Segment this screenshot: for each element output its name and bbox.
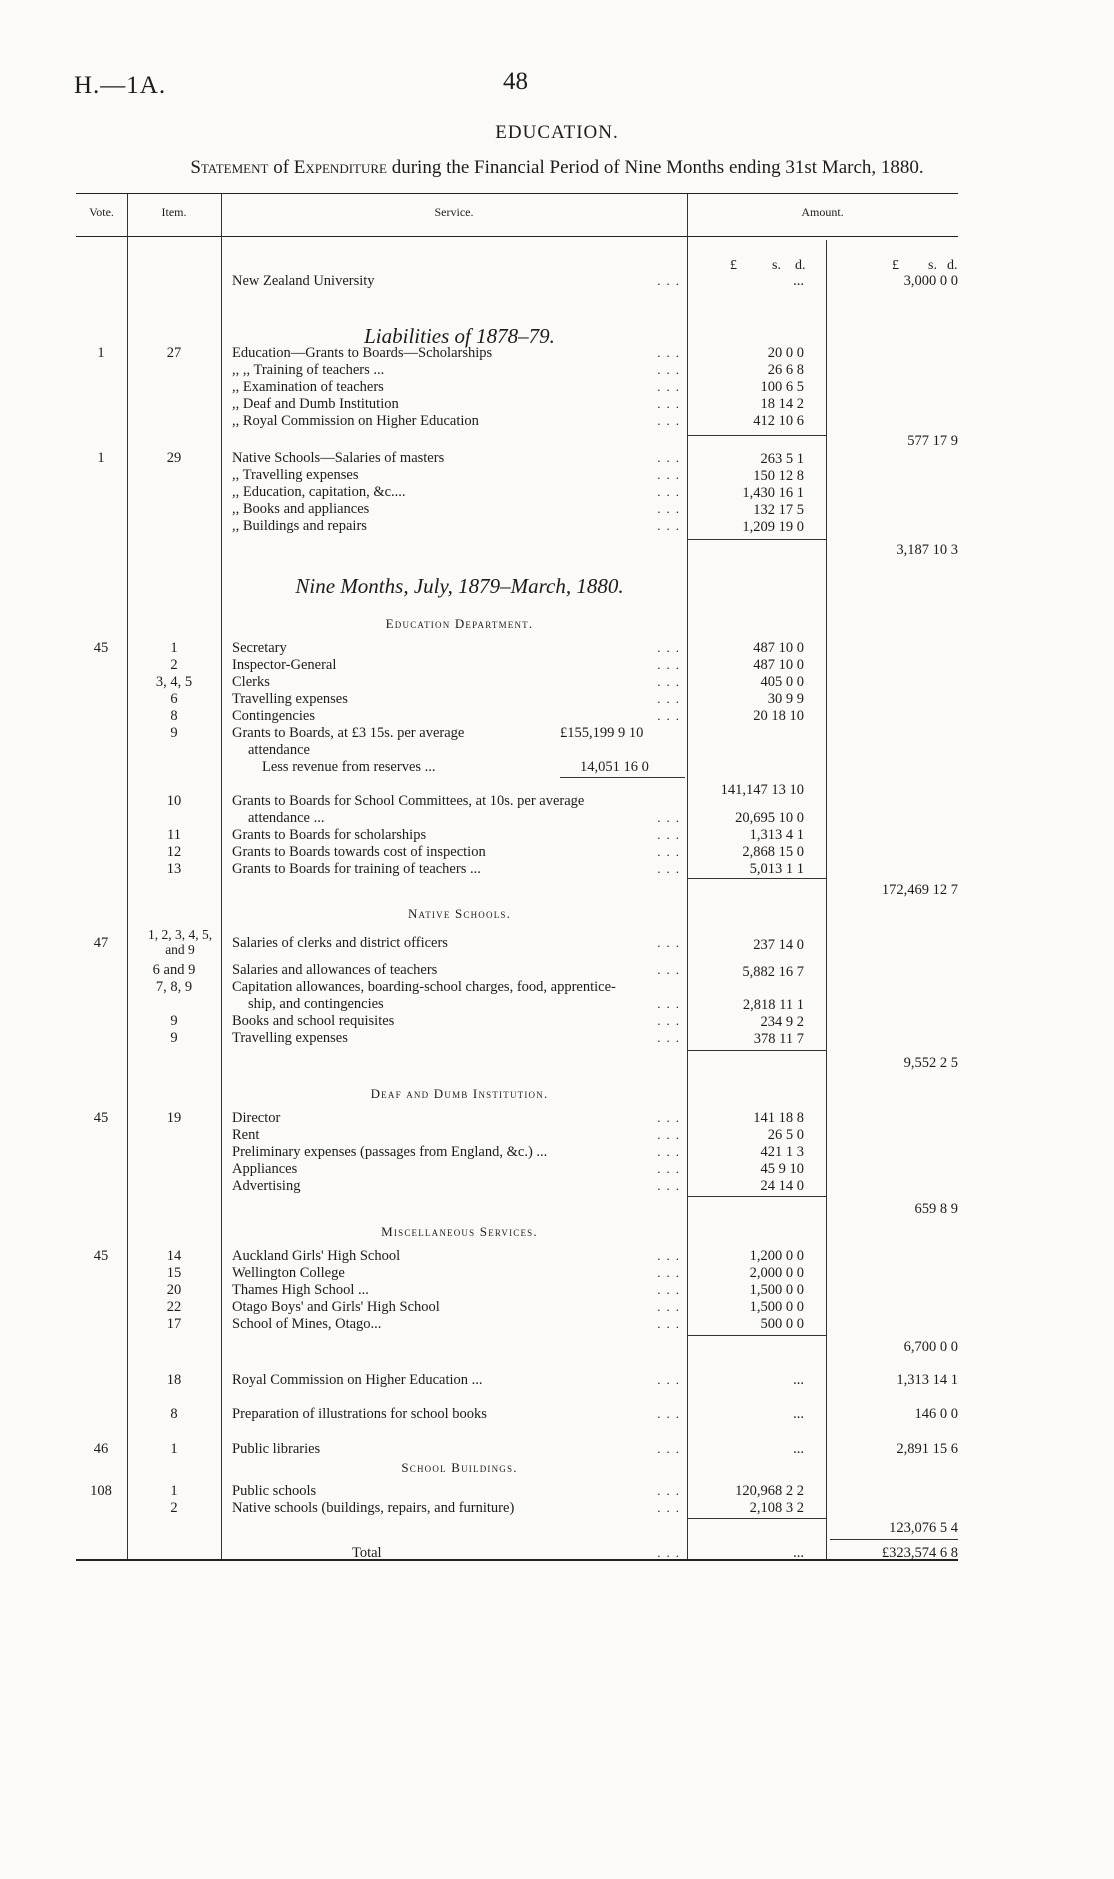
grants-net: 141,147 13 10 <box>720 782 804 798</box>
leader: ... <box>657 827 685 842</box>
leader: ... <box>657 1110 685 1125</box>
service-row: ,, Books and appliances <box>232 501 370 517</box>
item-number: 14 <box>166 1248 182 1264</box>
item-number: 10 <box>166 793 182 809</box>
item-number: 9 <box>170 725 178 741</box>
service-row: ,, Deaf and Dumb Institution <box>232 396 399 412</box>
leader: ... <box>657 467 685 482</box>
item-number: 9 <box>170 1030 178 1046</box>
university-label: New Zealand University <box>232 273 375 289</box>
service-row: Advertising <box>232 1178 301 1194</box>
leader: ... <box>657 1178 685 1193</box>
amount: 500 0 0 <box>760 1316 804 1332</box>
col-amount: Amount. <box>801 205 844 219</box>
amount: 150 12 8 <box>753 468 804 484</box>
leader: ... <box>657 1127 685 1142</box>
vote-number: 45 <box>93 640 109 656</box>
service-row: Auckland Girls' High School <box>232 1248 401 1264</box>
leader: ... <box>657 810 685 825</box>
pound-header-2: £ <box>892 258 899 273</box>
amount: 100 6 5 <box>760 379 804 395</box>
leader: ... <box>657 362 685 377</box>
leader: ... <box>657 844 685 859</box>
service-row: School of Mines, Otago... <box>232 1316 382 1332</box>
service-row: Inspector-General <box>232 657 337 673</box>
service-row: ,, Royal Commission on Higher Education <box>232 413 479 429</box>
leader: ... <box>657 1372 685 1387</box>
service-row: Travelling expenses <box>232 1030 348 1046</box>
less-revenue-amount: 14,051 16 0 <box>580 759 649 775</box>
section-title: Deaf and Dumb Institution. <box>370 1086 549 1101</box>
item-number: 6 <box>170 691 178 707</box>
amount: 1,430 16 1 <box>742 485 804 501</box>
amount: 2,868 15 0 <box>742 844 804 860</box>
header-bottom-rule <box>76 236 958 237</box>
leader: ... <box>657 1299 685 1314</box>
service-row: Clerks <box>232 674 270 690</box>
amount: 141 18 8 <box>753 1110 804 1126</box>
deduction-rule <box>560 777 685 778</box>
leader: ... <box>657 1161 685 1176</box>
service-row: Grants to Boards towards cost of inspection <box>232 844 486 860</box>
university-amount-1: ... <box>793 273 804 289</box>
service-row: Salaries of clerks and district officers <box>232 935 448 951</box>
subtotal-rule <box>688 878 826 879</box>
less-revenue-label: Less revenue from reserves ... <box>262 759 436 775</box>
col-item: Item. <box>161 205 187 219</box>
service-row: Grants to Boards for scholarships <box>232 827 427 843</box>
leader: ... <box>657 1441 685 1456</box>
service-row: Contingencies <box>232 708 315 724</box>
leader: ... <box>657 1248 685 1263</box>
service-row: Wellington College <box>232 1265 345 1281</box>
single-amount-1: ... <box>793 1441 804 1457</box>
item-number: 1 <box>170 1483 178 1499</box>
leader: ... <box>657 518 685 533</box>
shilling-header-2: s. <box>928 258 937 273</box>
service-row: Otago Boys' and Girls' High School <box>232 1299 440 1315</box>
leader: ... <box>657 657 685 672</box>
item-number: 19 <box>166 1110 182 1126</box>
subtotal-rule <box>688 539 826 540</box>
leader: ... <box>657 1282 685 1297</box>
leader: ... <box>657 413 685 428</box>
subtotal-rule <box>688 435 826 436</box>
service-row: Salaries and allowances of teachers <box>232 962 438 978</box>
leader: ... <box>657 501 685 516</box>
service-row: Thames High School ... <box>232 1282 369 1298</box>
service-row: Public libraries <box>232 1441 321 1457</box>
leader: ... <box>657 273 685 288</box>
item-number: 13 <box>166 861 182 877</box>
item-number: 1, 2, 3, 4, 5, and 9 <box>147 927 213 957</box>
amount: 18 14 2 <box>760 396 804 412</box>
service-row: Preparation of illustrations for school books <box>232 1406 487 1422</box>
leader: ... <box>657 1265 685 1280</box>
item-number: 27 <box>166 345 182 361</box>
service-row: Grants to Boards for School Committees, at 10s. per average <box>232 793 585 809</box>
group-total: 9,552 2 5 <box>903 1055 958 1071</box>
leader: ... <box>657 450 685 465</box>
leader: ... <box>657 1500 685 1515</box>
amount: 24 14 0 <box>760 1178 804 1194</box>
amount: 1,313 4 1 <box>749 827 804 843</box>
service-row-continuation: ship, and contingencies <box>248 996 384 1012</box>
amount: 26 5 0 <box>767 1127 804 1143</box>
pence-header-2: d. <box>947 258 958 273</box>
amount: 20 0 0 <box>767 345 804 361</box>
subtotal-rule <box>688 1335 826 1336</box>
item-number: 17 <box>166 1316 182 1332</box>
leader: ... <box>657 962 685 977</box>
service-row: Rent <box>232 1127 260 1143</box>
item-number: 9 <box>170 1013 178 1029</box>
leader: ... <box>657 1406 685 1421</box>
amount: 2,818 11 1 <box>742 997 804 1013</box>
amount: 20 18 10 <box>753 708 804 724</box>
amount: 20,695 10 0 <box>735 810 804 826</box>
page-heading: EDUCATION. <box>495 122 619 143</box>
service-row: Preliminary expenses (passages from England, &c.) ... <box>232 1144 548 1160</box>
leader: ... <box>657 1030 685 1045</box>
vote-number: 1 <box>97 345 105 361</box>
amount: 45 9 10 <box>760 1161 804 1177</box>
amount: 487 10 0 <box>753 640 804 656</box>
item-number: 15 <box>166 1265 182 1281</box>
amount: 1,500 0 0 <box>749 1282 804 1298</box>
amount: 120,968 2 2 <box>735 1483 804 1499</box>
col-service: Service. <box>434 205 474 219</box>
service-row: ,, ,, Training of teachers ... <box>232 362 385 378</box>
item-divider <box>221 194 222 1559</box>
service-row-continuation: attendance <box>248 742 310 758</box>
leader: ... <box>657 691 685 706</box>
amount: 1,200 0 0 <box>749 1248 804 1264</box>
item-number: 29 <box>166 450 182 466</box>
amount: 30 9 9 <box>767 691 804 707</box>
group-total: 577 17 9 <box>907 433 958 449</box>
amount: 2,108 3 2 <box>749 1500 804 1516</box>
group-total: 172,469 12 7 <box>881 882 958 898</box>
group-total: 659 8 9 <box>914 1201 958 1217</box>
vote-number: 47 <box>93 935 109 951</box>
total-rule <box>830 1539 958 1540</box>
liabilities-title: Liabilities of 1878–79. <box>364 324 555 348</box>
single-amount-2: 2,891 15 6 <box>896 1441 958 1457</box>
amount: 1,209 19 0 <box>742 519 804 535</box>
leader: ... <box>657 708 685 723</box>
service-row-continuation: attendance ... <box>248 810 325 826</box>
leader: ... <box>657 935 685 950</box>
nine-months-title: Nine Months, July, 1879–March, 1880. <box>295 574 624 598</box>
item-number: 18 <box>166 1372 182 1388</box>
item-number: 8 <box>170 708 178 724</box>
leader: ... <box>657 1013 685 1028</box>
amount: 132 17 5 <box>753 502 804 518</box>
grand-total-label: Total <box>352 1545 382 1561</box>
amount-divider <box>826 240 827 1559</box>
grand-total-amount-2: £323,574 6 8 <box>881 1545 958 1561</box>
service-row: ,, Education, capitation, &c.... <box>232 484 406 500</box>
vote-number: 45 <box>93 1110 109 1126</box>
leader: ... <box>657 1483 685 1498</box>
item-number: 2 <box>170 657 178 673</box>
subtotal-rule <box>688 1196 826 1197</box>
amount: 5,013 1 1 <box>749 861 804 877</box>
amount: 1,500 0 0 <box>749 1299 804 1315</box>
amount: 237 14 0 <box>753 937 804 953</box>
table-top-rule <box>76 193 958 194</box>
single-amount-1: ... <box>793 1372 804 1388</box>
section-title: Native Schools. <box>407 906 512 921</box>
document-id: H.—1A. <box>74 72 167 99</box>
item-number: 20 <box>166 1282 182 1298</box>
section-title: Miscellaneous Services. <box>381 1224 538 1239</box>
grand-total-amount-1: ... <box>793 1545 804 1561</box>
grants-gross: £155,199 9 10 <box>560 725 644 741</box>
vote-number: 108 <box>90 1483 112 1499</box>
single-amount-1: ... <box>793 1406 804 1422</box>
leader: ... <box>657 1316 685 1331</box>
amount: 487 10 0 <box>753 657 804 673</box>
leader: ... <box>657 674 685 689</box>
subtitle-rest: during the Financial Period of Nine Months ending 31st March, 1880. <box>391 157 924 178</box>
section-title: Education Department. <box>385 616 534 631</box>
amount: 405 0 0 <box>760 674 804 690</box>
pence-header-1: d. <box>795 258 806 273</box>
group-total: 6,700 0 0 <box>903 1339 958 1355</box>
amount: 5,882 16 7 <box>742 964 804 980</box>
pound-header-1: £ <box>730 258 737 273</box>
item-number: 3, 4, 5 <box>155 674 193 690</box>
shilling-header-1: s. <box>772 258 781 273</box>
item-number: 6 and 9 <box>152 962 196 978</box>
service-row: Travelling expenses <box>232 691 348 707</box>
service-row: Grants to Boards for training of teachers ... <box>232 861 481 877</box>
amount: 2,000 0 0 <box>749 1265 804 1281</box>
subtotal-rule <box>688 1050 826 1051</box>
item-number: 1 <box>170 1441 178 1457</box>
statement-title <box>0 157 1114 179</box>
single-amount-2: 1,313 14 1 <box>896 1372 958 1388</box>
subtitle-statement: Statement <box>190 157 269 178</box>
leader: ... <box>657 396 685 411</box>
group-total: 3,187 10 3 <box>896 542 958 558</box>
item-number: 1 <box>170 640 178 656</box>
service-row: ,, Travelling expenses <box>232 467 359 483</box>
subtitle-expenditure: Expenditure <box>293 157 387 178</box>
page-number: 48 <box>503 68 528 95</box>
service-row: Grants to Boards, at £3 15s. per average <box>232 725 465 741</box>
service-row: ,, Buildings and repairs <box>232 518 367 534</box>
item-number: 7, 8, 9 <box>155 979 193 995</box>
amount: 26 6 8 <box>767 362 804 378</box>
item-number: 22 <box>166 1299 182 1315</box>
amount: 378 11 7 <box>753 1031 804 1047</box>
leader: ... <box>657 640 685 655</box>
amount: 263 5 1 <box>760 451 804 467</box>
leader: ... <box>657 345 685 360</box>
amount: 412 10 6 <box>753 413 804 429</box>
service-row: Education—Grants to Boards—Scholarships <box>232 345 493 361</box>
col-vote: Vote. <box>89 205 114 219</box>
item-number: 2 <box>170 1500 178 1516</box>
service-row: ,, Examination of teachers <box>232 379 384 395</box>
amount: 421 1 3 <box>760 1144 804 1160</box>
item-number: 8 <box>170 1406 178 1422</box>
subtitle-of: of <box>273 157 290 178</box>
vote-number: 46 <box>93 1441 109 1457</box>
service-row: Capitation allowances, boarding-school charges, food, apprentice- <box>232 979 616 995</box>
vote-number: 45 <box>93 1248 109 1264</box>
vote-number: 1 <box>97 450 105 466</box>
single-amount-2: 146 0 0 <box>914 1406 958 1422</box>
amount: 234 9 2 <box>760 1014 804 1030</box>
service-row: Public schools <box>232 1483 317 1499</box>
service-row: Native schools (buildings, repairs, and furniture) <box>232 1500 515 1516</box>
service-row: Books and school requisites <box>232 1013 395 1029</box>
service-row: Native Schools—Salaries of masters <box>232 450 445 466</box>
leader: ... <box>657 379 685 394</box>
leader: ... <box>657 861 685 876</box>
service-row: Director <box>232 1110 281 1126</box>
section-title: School Buildings. <box>401 1460 518 1475</box>
group-total: 123,076 5 4 <box>889 1520 958 1536</box>
leader: ... <box>657 484 685 499</box>
leader: ... <box>657 996 685 1011</box>
service-row: Royal Commission on Higher Education ... <box>232 1372 483 1388</box>
item-number: 12 <box>166 844 182 860</box>
subtotal-rule <box>688 1518 826 1519</box>
leader: ... <box>657 1545 685 1560</box>
university-amount-2: 3,000 0 0 <box>903 273 958 289</box>
leader: ... <box>657 1144 685 1159</box>
item-number: 11 <box>167 827 181 843</box>
service-row: Secretary <box>232 640 287 656</box>
service-row: Appliances <box>232 1161 298 1177</box>
